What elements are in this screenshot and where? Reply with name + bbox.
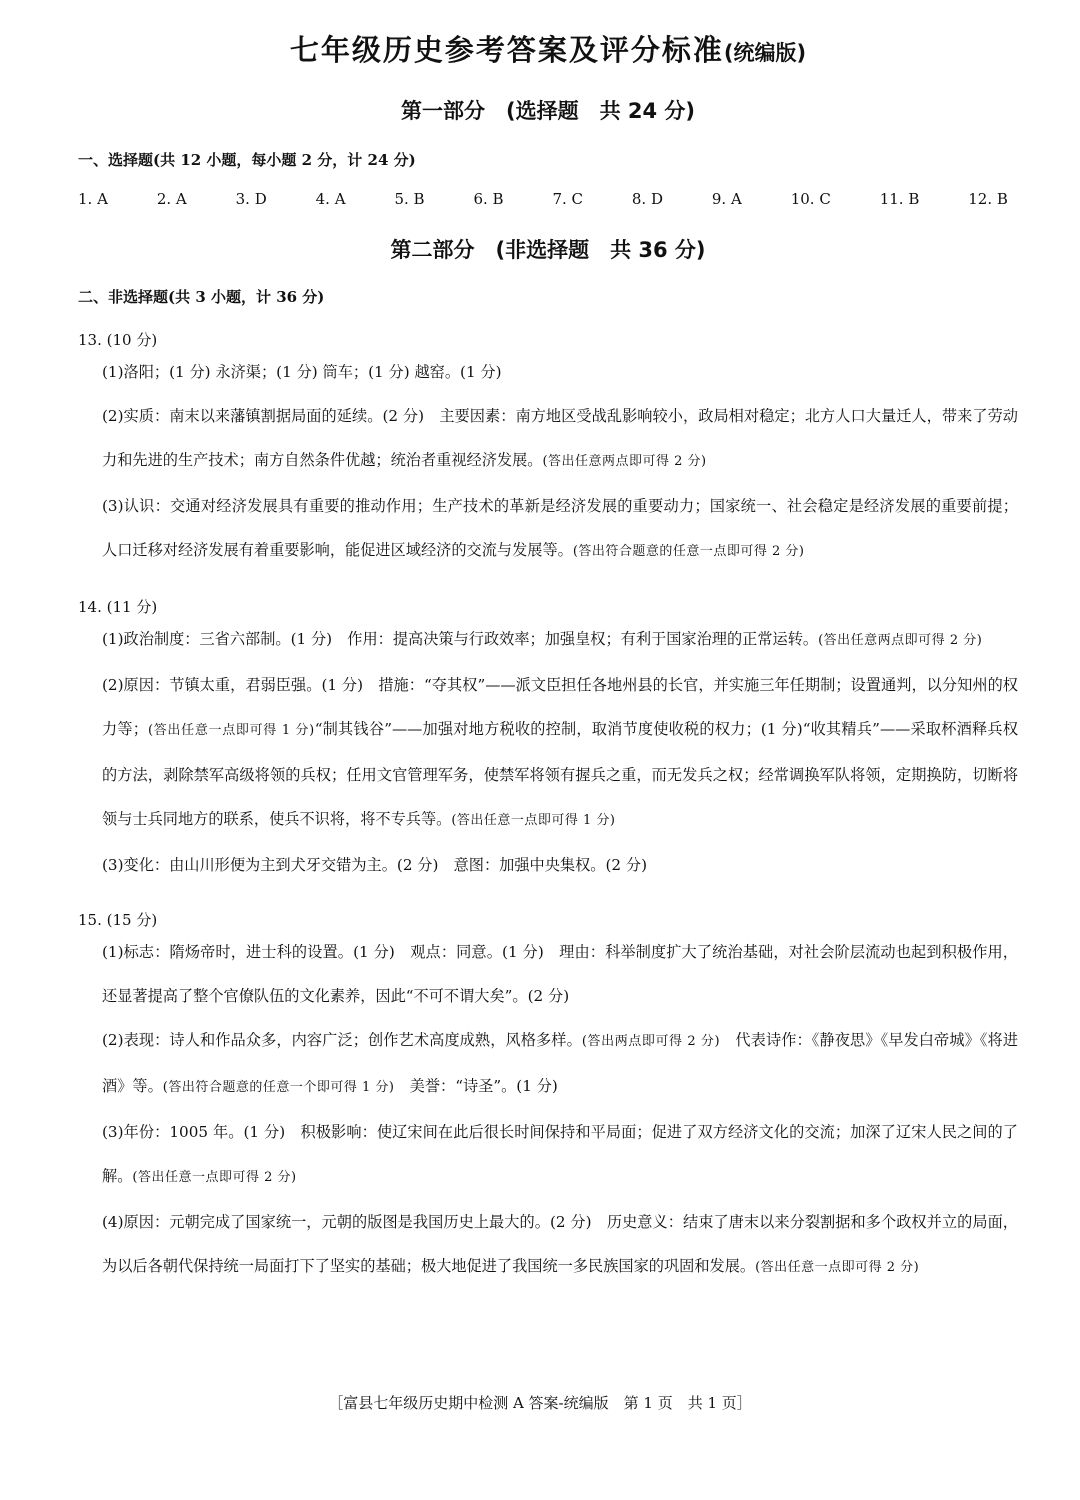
scoring-note: (答出符合题意的任意一点即可得 2 分) xyxy=(572,544,805,559)
title-main: 七年级历史参考答案及评分标准 xyxy=(289,33,724,67)
q14-answer-2: (2)原因：节镇太重，君弱臣强。(1 分) 措施：“夺其权”——派文臣担任各地州县的长官，并实施三年任期制；设置通判，以分知州的权力等；(答出任意一点即可得 1 分)“制其钱谷”——加强对地方税收的控制，取消节度使收税的权力；(1 分)“收其精兵”——采取杯酒释兵权的方法，剥除禁军高级将领的兵权；任用文官管理军务，使禁军将领有握兵之重，而无发兵之权；经常调换军队将领，定期换防，切断将领与士兵同地方的联系，使兵不识将，将不专兵等。(答出任意一点即可得 1 分) xyxy=(102,676,1019,828)
q14-answer-3: (3)变化：由山川形便为主到犬牙交错为主。(2 分) 意图：加强中央集权。(2 分) xyxy=(102,856,648,874)
q15-answer-2: (2)表现：诗人和作品众多，内容广泛；创作艺术高度成熟，风格多样。(答出两点即可得 2 分) 代表诗作：《静夜思》《早发白帝城》《将进酒》等。(答出符合题意的任意一个即可得 1 分) 美誉：“诗圣”。(1 分) xyxy=(102,1031,1019,1095)
scoring-note: (答出任意一点即可得 1 分) xyxy=(147,723,315,738)
q15-answer-1: (1)标志：隋炀帝时，进士科的设置。(1 分) 观点：同意。(1 分) 理由：科举制度扩大了统治基础，对社会阶层流动也起到积极作用，还显著提高了整个官僚队伍的文化素养，因此“不可不谓大矣”。(2 分) xyxy=(102,943,1018,1005)
answer-item: 8. D xyxy=(631,190,663,208)
part1-section-heading: 一、选择题(共 12 小题，每小题 2 分，计 24 分) xyxy=(78,151,416,169)
q15-answer-3: (3)年份：1005 年。(1 分) 积极影响：使辽宋间在此后很长时间保持和平局面；促进了双方经济文化的交流；加深了辽宋人民之间的了解。(答出任意一点即可得 2 分) xyxy=(102,1123,1018,1185)
question-13-title: 13. (10 分) xyxy=(78,331,158,349)
answer-item: 9. A xyxy=(711,190,742,208)
page-footer: ［富县七年级历史期中检测 A 答案-统编版 第 1 页 共 1 页］ xyxy=(328,1394,752,1412)
scoring-note: (答出任意两点即可得 2 分) xyxy=(818,633,983,648)
scoring-note: (答出任意一点即可得 2 分) xyxy=(755,1260,920,1275)
answer-item: 2. A xyxy=(156,190,187,208)
part2-heading: 第二部分 (非选择题 共 36 分) xyxy=(390,238,706,262)
answer-item: 6. B xyxy=(473,190,504,208)
question-14-title: 14. (11 分) xyxy=(78,598,158,616)
answer-item: 5. B xyxy=(394,190,425,208)
scoring-note: (答出两点即可得 2 分) xyxy=(581,1034,721,1049)
part1-heading: 第一部分 (选择题 共 24 分) xyxy=(400,99,696,123)
title-edition: (统编版) xyxy=(723,41,807,65)
scoring-note: (答出任意一点即可得 2 分) xyxy=(132,1170,297,1185)
q15-answer-4: (4)原因：元朝完成了国家统一，元朝的版图是我国历史上最大的。(2 分) 历史意义：结束了唐末以来分裂割据和多个政权并立的局面，为以后各朝代保持统一局面打下了坚实的基础；极大地促进了我国统一多民族国家的巩固和发展。(答出任意一点即可得 2 分) xyxy=(102,1213,1018,1275)
answer-item: 7. C xyxy=(552,190,583,208)
document-title xyxy=(78,28,1018,69)
answer-item: 4. A xyxy=(315,190,346,208)
q13-answer-2: (2)实质：南末以来藩镇割据局面的延续。(2 分) 主要因素：南方地区受战乱影响较小，政局相对稳定；北方人口大量迁人，带来了劳动力和先进的生产技术；南方自然条件优越；统治者重视经济发展。(答出任意两点即可得 2 分) xyxy=(102,407,1018,469)
question-15-title: 15. (15 分) xyxy=(78,911,158,929)
choice-answers-row xyxy=(78,190,1018,208)
answer-item: 3. D xyxy=(235,190,267,208)
scoring-note: (答出符合题意的任意一个即可得 1 分) xyxy=(162,1080,395,1095)
scoring-note: (答出任意两点即可得 2 分) xyxy=(542,454,707,469)
answer-item: 1. A xyxy=(78,190,108,208)
answer-item: 11. B xyxy=(879,190,920,208)
q13-answer-3: (3)认识：交通对经济发展具有重要的推动作用；生产技术的革新是经济发展的重要动力；国家统一、社会稳定是经济发展的重要前提；人口迁移对经济发展有着重要影响，能促进区域经济的交流与发展等。(答出符合题意的任意一点即可得 2 分) xyxy=(102,497,1018,559)
q13-answer-1: (1)洛阳；(1 分) 永济渠；(1 分) 筒车；(1 分) 越窑。(1 分) xyxy=(102,363,502,381)
answer-item: 10. C xyxy=(790,190,831,208)
scoring-note: (答出任意一点即可得 1 分) xyxy=(451,813,616,828)
q14-answer-1: (1)政治制度：三省六部制。(1 分) 作用：提高决策与行政效率；加强皇权；有利于国家治理的正常运转。(答出任意两点即可得 2 分) xyxy=(102,630,983,648)
part2-section-heading: 二、非选择题(共 3 小题，计 36 分) xyxy=(78,288,325,306)
answer-item: 12. B xyxy=(968,190,1008,208)
